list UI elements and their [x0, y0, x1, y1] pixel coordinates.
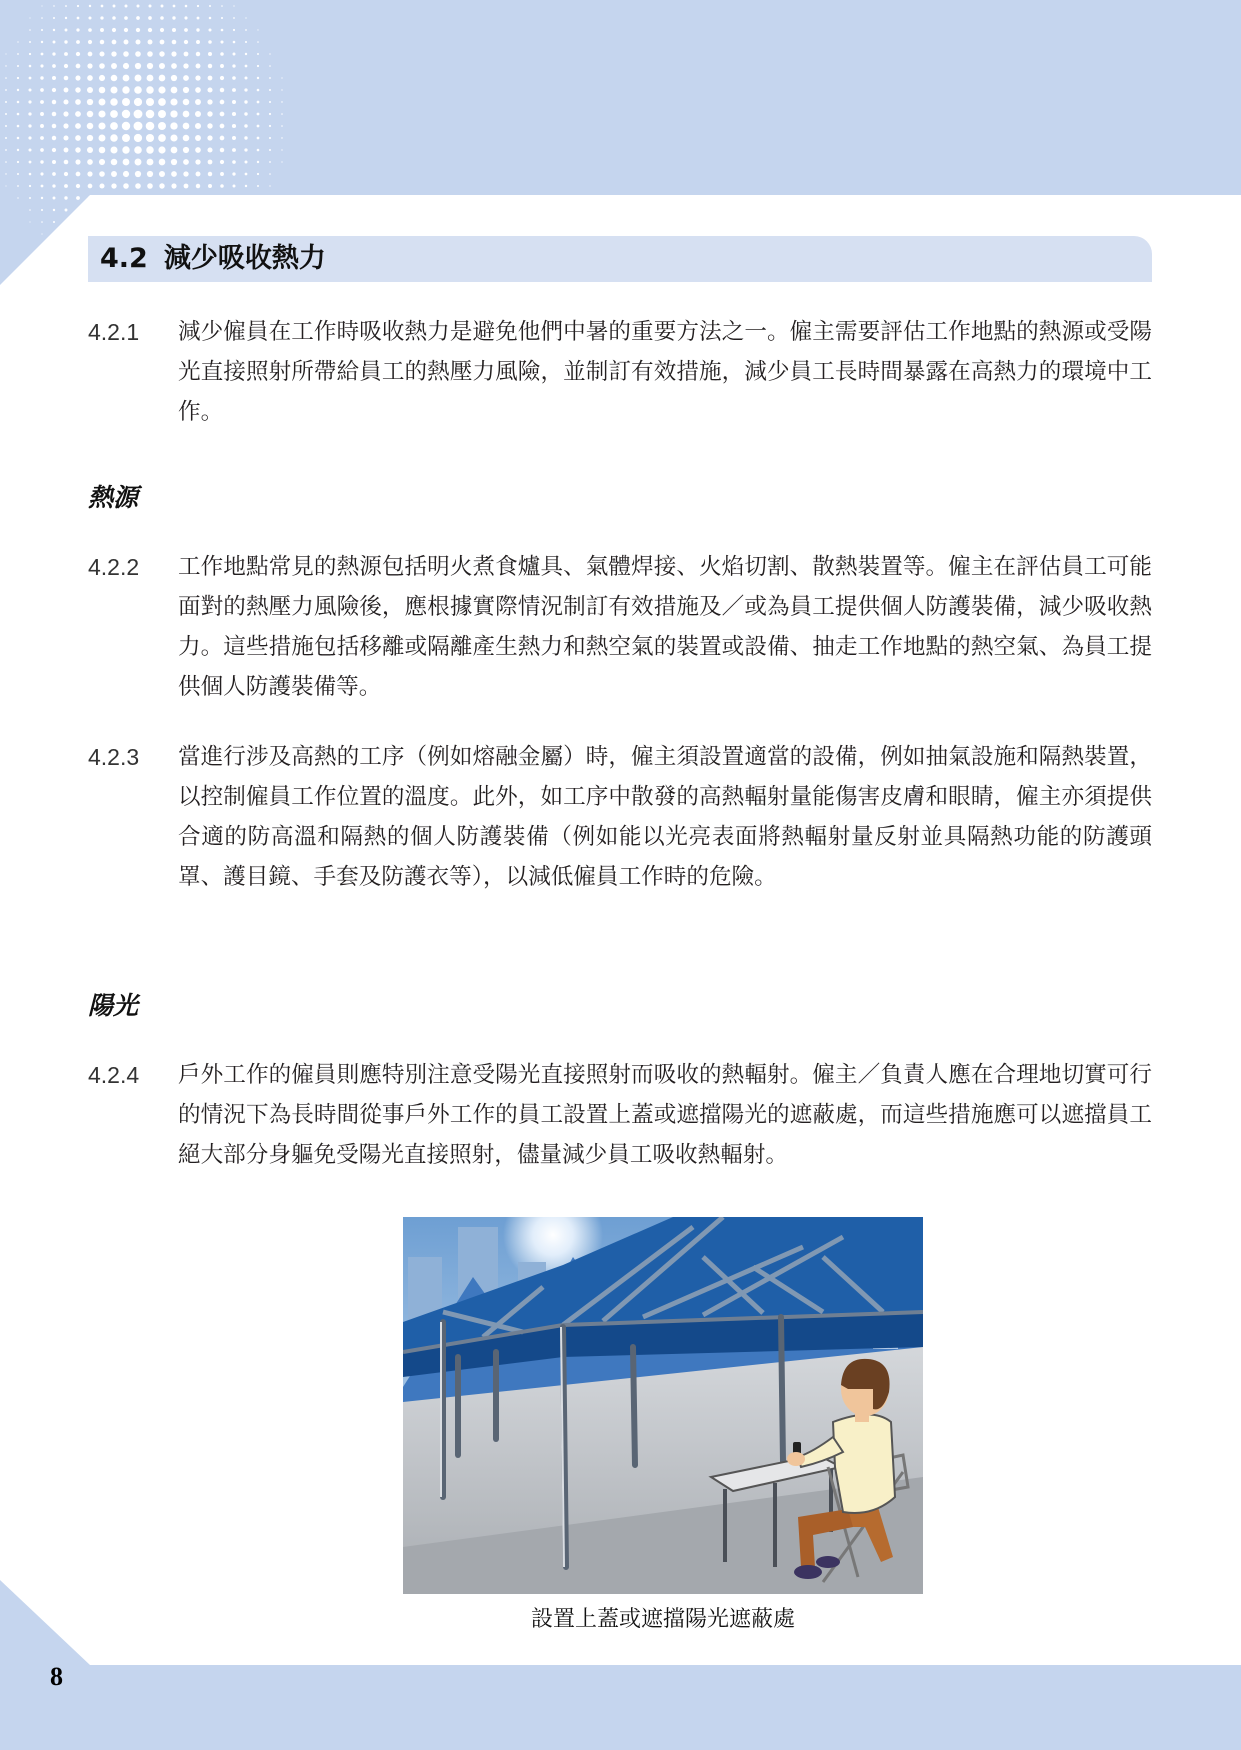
section-number: 4.2 — [100, 243, 148, 274]
paragraph-text: 工作地點常見的熱源包括明火煮食爐具、氣體焊接、火焰切割、散熱裝置等。僱主在評估員工可能面對的熱壓力風險後，應根據實際情況制訂有效措施及／或為員工提供個人防護裝備，減少吸收熱力。這些措施包括移離或隔離產生熱力和熱空氣的裝置或設備、抽走工作地點的熱空氣、為員工提供個人防護裝備等。 — [178, 554, 1152, 700]
paragraph-text: 減少僱員在工作時吸收熱力是避免他們中暑的重要方法之一。僱主需要評估工作地點的熱源或受陽光直接照射所帶給員工的熱壓力風險，並制訂有效措施，減少員工長時間暴露在高熱力的環境中工作。 — [178, 319, 1152, 425]
figure-caption: 設置上蓋或遮擋陽光遮蔽處 — [530, 1607, 795, 1632]
paragraph-4-2-1 — [88, 312, 1152, 432]
page-number: 8 — [50, 1662, 63, 1691]
subheading-sunlight: 陽光 — [88, 991, 139, 1020]
section-title-text: 減少吸收熱力 — [163, 243, 326, 274]
paragraph-number: 4.2.1 — [88, 319, 140, 345]
paragraph-text: 戶外工作的僱員則應特別注意受陽光直接照射而吸收的熱輻射。僱主／負責人應在合理地切實可行的情況下為長時間從事戶外工作的員工設置上蓋或遮擋陽光的遮蔽處，而這些措施應可以遮擋員工絕大部分身軀免受陽光直接照射，儘量減少員工吸收熱輻射。 — [178, 1062, 1152, 1168]
subheading-heat-source: 熱源 — [88, 483, 139, 512]
paragraph-text: 當進行涉及高熱的工序（例如熔融金屬）時，僱主須設置適當的設備，例如抽氣設施和隔熱裝置，以控制僱員工作位置的溫度。此外，如工序中散發的高熱輻射量能傷害皮膚和眼睛，僱主亦須提供合適的防高溫和隔熱的個人防護裝備（例如能以光亮表面將熱輻射量反射並具隔熱功能的防護頭罩、護目鏡、手套及防護衣等），以減低僱員工作時的危險。 — [178, 744, 1152, 890]
canopy-illustration — [403, 1217, 923, 1594]
paragraph-4-2-2 — [88, 547, 1152, 707]
paragraph-4-2-3 — [88, 737, 1152, 897]
paragraph-number: 4.2.3 — [88, 744, 140, 770]
paragraph-4-2-4 — [88, 1055, 1152, 1175]
canopy-illustration-drawing — [403, 1217, 923, 1594]
section-title — [100, 240, 326, 278]
paragraph-number: 4.2.2 — [88, 554, 140, 580]
paragraph-number: 4.2.4 — [88, 1062, 140, 1088]
